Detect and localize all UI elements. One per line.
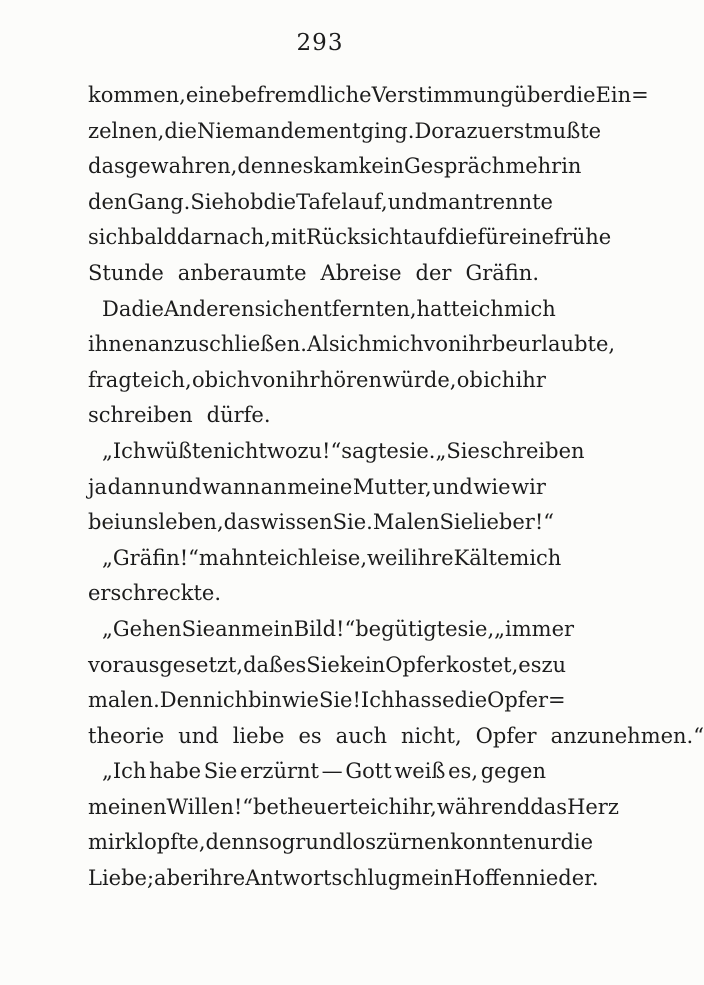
word: die: [562, 83, 596, 107]
text-line: [88, 541, 562, 577]
word: Sie: [306, 652, 340, 677]
word: und: [387, 189, 429, 214]
word: es: [290, 154, 314, 179]
word: Da: [102, 296, 132, 321]
word: darnach,: [176, 225, 271, 250]
word: beurlaubte,: [491, 332, 616, 357]
text-line: [88, 861, 599, 897]
word: ich: [218, 367, 251, 392]
word: frühe: [553, 225, 612, 250]
word: „immer: [494, 616, 575, 641]
word: in: [561, 154, 582, 179]
word: sie,: [457, 616, 495, 641]
word: die: [560, 830, 594, 855]
word: und: [178, 723, 219, 748]
word: Opfer: [475, 723, 537, 748]
word: ich: [471, 296, 504, 321]
word: man: [428, 189, 475, 214]
word: ihnen: [88, 332, 148, 357]
page-number: 293: [296, 30, 344, 56]
word: hasse: [394, 688, 455, 713]
word: Dora: [414, 118, 467, 143]
word: Stunde: [88, 260, 164, 285]
word: mich: [503, 296, 556, 321]
text-line: [88, 648, 567, 684]
word: liebe: [232, 723, 285, 748]
text-line: [88, 825, 594, 861]
word: bald: [130, 225, 177, 250]
word: ich: [370, 794, 403, 819]
word: daß: [243, 652, 284, 677]
word: Gang.: [127, 189, 191, 214]
word: mußte: [532, 118, 602, 143]
word: wann: [202, 474, 260, 499]
word: den: [88, 189, 128, 214]
word: „Gräfin!“: [102, 545, 199, 570]
word: der: [415, 260, 452, 285]
word: Opfer=: [487, 688, 566, 713]
word: Bild!“: [293, 616, 356, 641]
word: erzürnt: [239, 759, 319, 784]
word: von: [423, 332, 462, 357]
word: ich: [339, 332, 372, 357]
word: bei: [88, 510, 121, 535]
word: habe: [149, 759, 202, 784]
word: es: [518, 652, 542, 677]
word: Sie: [439, 510, 474, 535]
word: uns: [120, 510, 159, 535]
word: zuerst: [466, 118, 533, 143]
word: wissen: [260, 510, 333, 535]
text-line: [88, 505, 554, 541]
word: Liebe;: [88, 866, 155, 891]
word: ihre: [410, 545, 454, 570]
word: und: [432, 474, 473, 499]
word: das: [223, 510, 261, 535]
word: während: [436, 794, 531, 819]
word: und: [161, 474, 202, 499]
word: nur: [523, 830, 561, 855]
text-line: [88, 114, 602, 150]
word: grundlos: [281, 830, 376, 855]
word: meine: [287, 474, 353, 499]
word: zelnen,: [88, 118, 165, 143]
word: zu: [541, 652, 567, 677]
word: sich: [254, 296, 298, 321]
word: zürnen: [375, 830, 451, 855]
word: vorausgesetzt,: [88, 652, 244, 677]
word: mehr: [505, 154, 562, 179]
word: bin: [248, 688, 282, 713]
text-line: [88, 220, 612, 256]
word: Gespräch: [404, 154, 506, 179]
word: für: [477, 225, 509, 250]
word: ich: [279, 545, 312, 570]
word: Gott: [345, 759, 392, 784]
word: Ein=: [595, 83, 649, 107]
text-line: [88, 754, 546, 790]
word: denn: [205, 830, 259, 855]
word: Gräfin.: [465, 260, 539, 285]
word: ihr: [289, 367, 320, 392]
word: ihr,: [402, 794, 437, 819]
word: sich: [88, 225, 131, 250]
word: gewahren,: [124, 154, 238, 179]
word: kam: [313, 154, 359, 179]
word: die: [454, 688, 488, 713]
word: auch: [335, 723, 388, 748]
word: meinen: [88, 794, 167, 819]
word: dann: [107, 474, 161, 499]
word: auf: [411, 225, 445, 250]
word: mit: [270, 225, 306, 250]
body-text: [88, 78, 704, 897]
word: nicht: [212, 438, 267, 463]
word: die: [444, 225, 478, 250]
word: gegen: [480, 759, 546, 784]
word: klopfte,: [124, 830, 206, 855]
word: Antwort: [245, 866, 332, 891]
word: befremdliche: [230, 83, 372, 107]
word: entfernten,: [297, 296, 417, 321]
text-line: [88, 790, 619, 826]
word: Mutter,: [352, 474, 432, 499]
word: nieder.: [525, 866, 599, 891]
word: die: [263, 189, 297, 214]
word: schreiben: [88, 403, 193, 428]
word: nicht,: [401, 723, 462, 748]
word: mich: [509, 545, 562, 570]
word: Sie!: [318, 688, 361, 713]
word: „Ich: [102, 759, 147, 784]
word: kein: [339, 652, 386, 677]
word: anzuschließen.: [147, 332, 307, 357]
word: denn: [237, 154, 291, 179]
word: Sie: [190, 189, 224, 214]
word: mein: [241, 616, 294, 641]
word: Tafel: [296, 189, 348, 214]
word: wüßte: [146, 438, 213, 463]
word: mahnte: [198, 545, 280, 570]
word: ihr: [461, 332, 492, 357]
word: an: [260, 474, 287, 499]
word: ich: [483, 367, 516, 392]
text-line: [88, 363, 546, 399]
text-line: [88, 327, 616, 363]
word: ja: [88, 474, 108, 499]
word: hören: [319, 367, 382, 392]
word: „Gehen: [102, 616, 182, 641]
word: weil: [367, 545, 411, 570]
word: wie: [473, 474, 511, 499]
word: Rücksicht: [306, 225, 412, 250]
word: so: [258, 830, 282, 855]
word: auf,: [347, 189, 388, 214]
word: malen.: [88, 688, 160, 713]
word: schlug: [331, 866, 402, 891]
word: wozu!“: [266, 438, 342, 463]
word: anberaumte: [177, 260, 307, 285]
word: trennte: [474, 189, 553, 214]
word: Verstimmung: [371, 83, 514, 107]
text-line: [88, 185, 553, 221]
word: wir: [511, 474, 546, 499]
word: ich,: [152, 367, 192, 392]
word: von: [250, 367, 289, 392]
word: erschreckte.: [88, 581, 222, 606]
word: Sie: [203, 759, 238, 784]
word: leben,: [158, 510, 224, 535]
word: betheuerte: [253, 794, 371, 819]
word: lieber!“: [473, 510, 554, 535]
word: würde,: [382, 367, 457, 392]
word: wie: [281, 688, 319, 713]
word: Willen!“: [166, 794, 254, 819]
word: sagte: [341, 438, 399, 463]
word: Sie: [181, 616, 216, 641]
text-line: [88, 434, 585, 470]
word: ihre: [202, 866, 246, 891]
word: Opfer: [385, 652, 447, 677]
word: ich: [216, 688, 249, 713]
text-line: [88, 78, 649, 114]
text-line: [88, 612, 575, 648]
text-line: [88, 149, 582, 185]
word: kein: [358, 154, 405, 179]
word: hob: [223, 189, 264, 214]
word: die: [164, 118, 197, 143]
word: Als: [306, 332, 340, 357]
word: das: [530, 794, 568, 819]
word: „Ich: [102, 438, 147, 463]
word: Niemandem: [196, 118, 327, 143]
word: mein: [401, 866, 454, 891]
word: ihr: [515, 367, 546, 392]
text-line: [88, 719, 704, 755]
word: es,: [448, 759, 479, 784]
word: ob: [192, 367, 219, 392]
word: theorie: [88, 723, 165, 748]
word: „Sie: [435, 438, 480, 463]
word: anzunehmen.“: [550, 723, 704, 748]
word: sie.: [398, 438, 436, 463]
word: die: [131, 296, 164, 321]
word: es: [283, 652, 307, 677]
word: Hoffen: [453, 866, 526, 891]
word: Malen: [372, 510, 440, 535]
text-line: [88, 398, 546, 434]
text-line: [88, 576, 546, 612]
text-line: [88, 256, 546, 292]
word: Kälte: [453, 545, 510, 570]
word: Herz: [567, 794, 619, 819]
word: kostet,: [446, 652, 519, 677]
word: schreiben: [479, 438, 585, 463]
word: dürfe.: [206, 403, 271, 428]
word: an: [215, 616, 242, 641]
word: entging.: [326, 118, 415, 143]
word: über: [513, 83, 563, 107]
word: konnte: [450, 830, 524, 855]
word: Abreise: [320, 260, 402, 285]
word: aber: [154, 866, 203, 891]
word: begütigte: [355, 616, 458, 641]
word: fragte: [88, 367, 153, 392]
word: hatte: [416, 296, 472, 321]
text-line: [88, 292, 556, 328]
text-line: [88, 470, 546, 506]
word: es: [298, 723, 322, 748]
word: mich: [371, 332, 424, 357]
word: das: [88, 154, 125, 179]
word: —: [321, 759, 343, 784]
word: weiß: [394, 759, 446, 784]
word: Denn: [159, 688, 217, 713]
word: leise,: [311, 545, 368, 570]
word: Sie.: [332, 510, 373, 535]
word: Anderen: [163, 296, 255, 321]
word: Ich: [360, 688, 395, 713]
text-line: [88, 683, 566, 719]
word: kommen,: [88, 83, 186, 107]
word: mir: [88, 830, 125, 855]
word: ob: [456, 367, 483, 392]
word: eine: [185, 83, 231, 107]
word: eine: [508, 225, 554, 250]
